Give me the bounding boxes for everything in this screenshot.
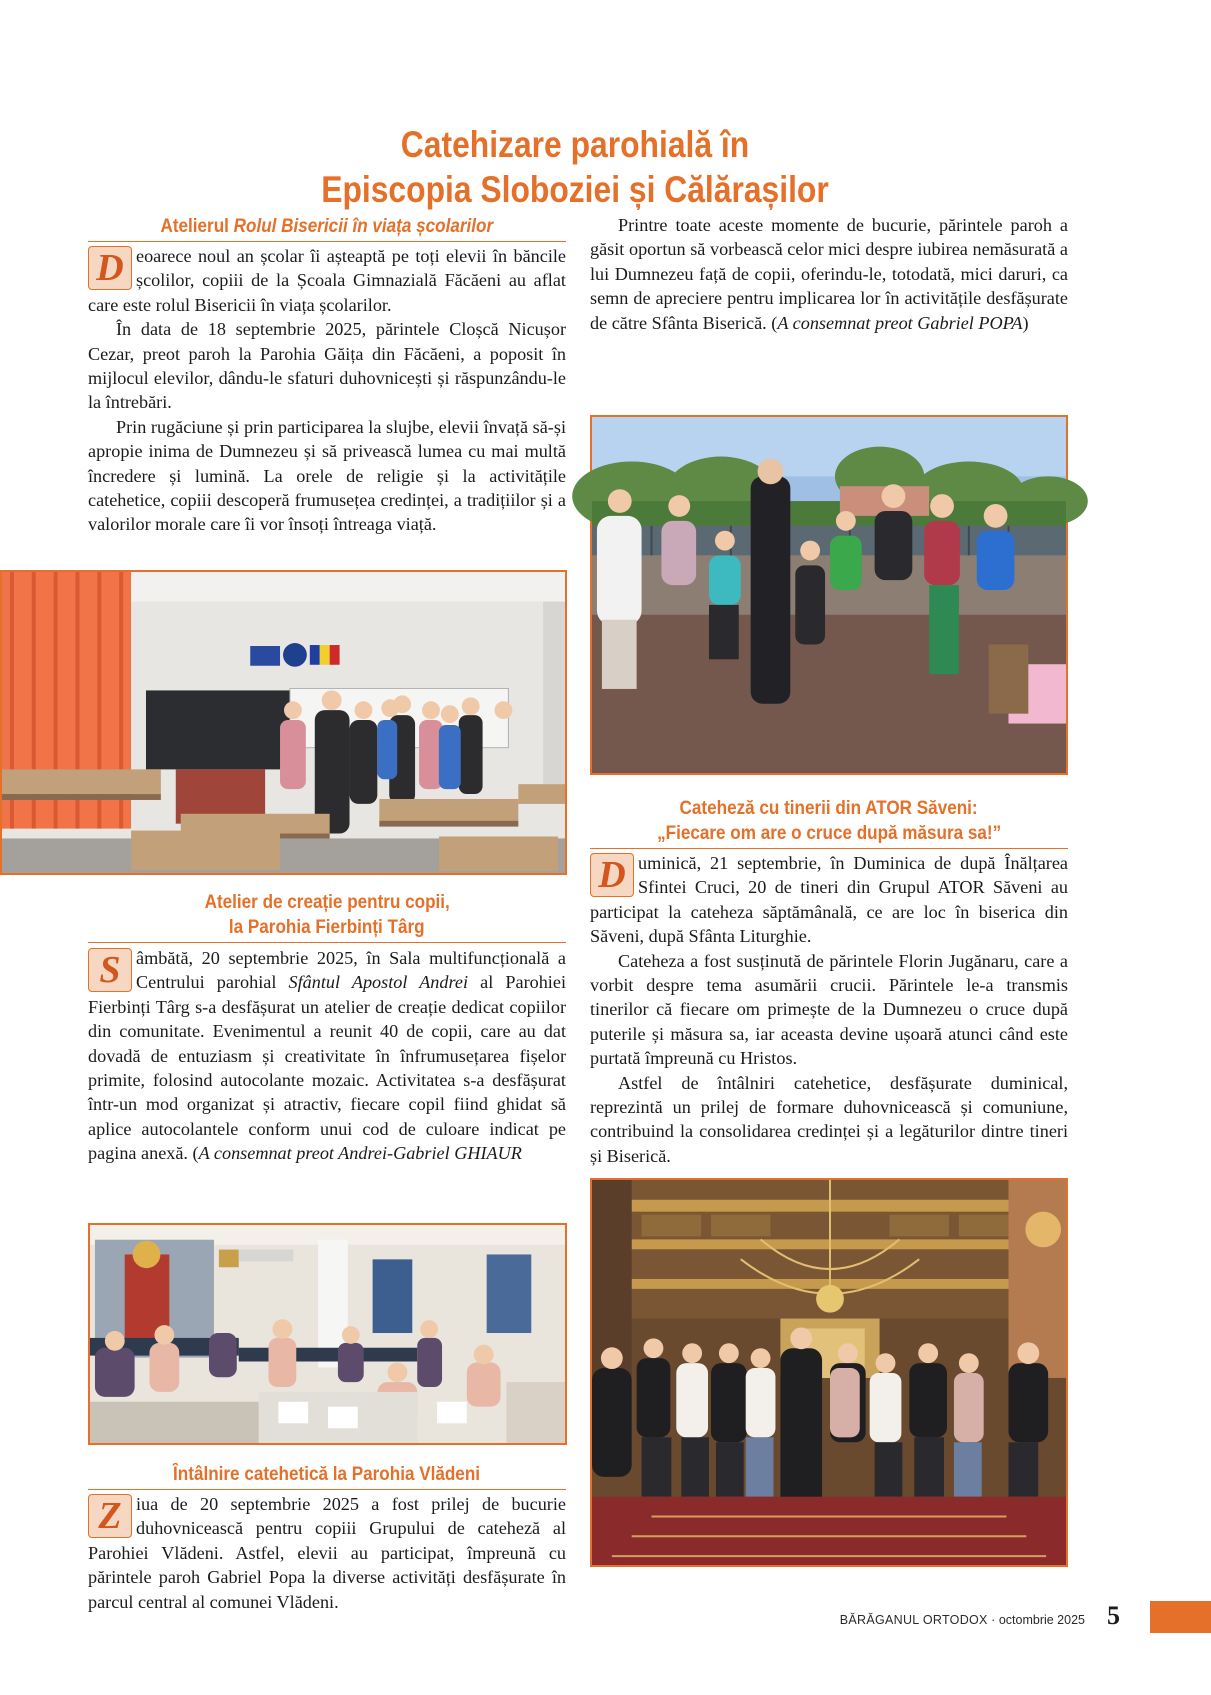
article3-paragraph-1: iua de 20 septembrie 2025 a fost prilej de bucurie duhovnicească pentru copiii Grupului de cateheză al Parohiei Vlădeni. Astfel, elevii au participat, împreună cu părintele paroh Gabriel Popa la diverse activități desfășurate în parcul central al comunei Vlădeni.	[88, 1494, 566, 1612]
page-footer	[840, 1613, 1085, 1627]
article3-heading: Întâlnire catehetică la Parohia Vlădeni	[88, 1462, 566, 1490]
article3-paragraph-2: Printre toate aceste momente de bucurie, părintele paroh a găsit oportun să vorbească celor mici despre iubirea nemăsurată a lui Dumnezeu față de copii, oferindu-le, totodată, mici daruri, ca semn de apreciere pentru implicarea lor în activitățile desfășurate de către Sfânta Biserică. (A consemnat preot Gabriel POPA)	[590, 215, 1068, 333]
footer-separator: ·	[991, 1613, 996, 1627]
article4-paragraph-2: Cateheza a fost susținută de părintele Florin Jugănaru, care a vorbit despre tema asumării crucii. Părintele le-a transmis tinerilor că fiecare om primește de la Dumnezeu o cruce după puterile și măsura sa, iar aceasta devine ușoară atunci când este purtată împreună cu Hristos.	[590, 950, 1068, 1069]
article1-paragraph-1: eoarece noul an școlar îi așteaptă pe toți elevii în băncile școlilor, copiii de la Școala Gimnazială Făcăeni au aflat care este rolul Bisericii în viața școlarilor.	[88, 246, 566, 315]
article2-body	[88, 946, 566, 1166]
article2-paragraph-1: âmbătă, 20 septembrie 2025, în Sala multifuncțională a Centrului parohial Sfântul Apostol Andrei al Parohiei Fierbinți Târg s-a desfășurat un atelier de creație dedicat copiilor din comunitate. Evenimentul a reunit 40 de copii, care au dat dovadă de entuziasm și creativitate în înfrumusețarea fișelor primite, folosind autocolante mozaic. Activitatea s-a desfășurat într-un mod organizat și atractiv, fiecare copil fiind ghidat să aplice autocolantele conform unui cod de culoare indicat pe pagina anexă. (A consemnat preot Andrei-Gabriel GHIAUR	[88, 948, 566, 1164]
publication-name: BĂRĂGANUL ORTODOX	[839, 1613, 988, 1627]
page-title	[235, 122, 914, 212]
article4-paragraph-3: Astfel de întâlniri catehetice, desfășurate duminical, reprezintă un prilej de formare duhovnicească și comuniune, contribuind la consolidarea credinței și a legăturilor dintre tineri și Biserică.	[590, 1072, 1068, 1166]
article4-paragraph-1: uminică, 21 septembrie, în Duminica de după Înălțarea Sfintei Cruci, 20 de tineri din Grupul ATOR Săveni au participat la cateheza săptămânală, ce are loc în biserica din Săveni, după Sfânta Liturghie.	[590, 853, 1068, 947]
article3-body-right	[590, 213, 1068, 335]
dropcap-d: D	[88, 246, 132, 290]
article2-signature: A consemnat preot Andrei-Gabriel GHIAUR	[198, 1143, 522, 1164]
page-tab-bar	[1150, 1601, 1211, 1633]
dropcap-s: S	[88, 948, 132, 992]
issue-date: octombrie 2025	[998, 1613, 1085, 1627]
title-line-1: Catehizare parohială în	[400, 124, 750, 165]
article1-heading: Atelierul Rolul Bisericii în viața școlarilor	[88, 214, 566, 242]
article3-body-left	[88, 1492, 566, 1612]
article2-heading: Atelier de creație pentru copii, la Parohia Fierbinți Târg	[88, 890, 566, 943]
article3-signature: A consemnat preot Gabriel POPA	[777, 312, 1023, 333]
photo-workshop	[88, 1223, 567, 1445]
article1-paragraph-3: Prin rugăciune și prin participarea la slujbe, elevii învață să-și apropie inima de Dumnezeu și să privească lumea cu mai multă încredere și lumină. La orele de religie și la activitățile catehetice, copiii descoperă frumusețea credinței, a tradițiilor și a valorilor morale care îi vor însoți întreaga viață.	[88, 416, 566, 535]
dropcap-d2: D	[590, 853, 634, 897]
dropcap-z: Z	[88, 1494, 132, 1538]
page-number: 5	[1107, 1601, 1120, 1630]
title-line-2: Episcopia Sloboziei și Călărașilor	[321, 169, 829, 210]
article1-heading-italic: Rolul Bisericii în viața școlarilor	[233, 216, 494, 237]
photo-classroom	[0, 570, 567, 875]
photo-park	[590, 415, 1068, 775]
article4-body	[590, 851, 1068, 1168]
article1-body	[88, 244, 566, 537]
article1-paragraph-2: În data de 18 septembrie 2025, părintele Cloșcă Nicușor Cezar, preot paroh la Parohia Găița din Făcăeni, a poposit în mijlocul elevilor, dându-le sfaturi duhovnicești și răspunzându-le la întrebări.	[88, 319, 566, 413]
article4-heading: Cateheză cu tinerii din ATOR Săveni: „Fiecare om are o cruce după măsura sa!”	[590, 796, 1068, 849]
photo-church	[590, 1178, 1068, 1567]
